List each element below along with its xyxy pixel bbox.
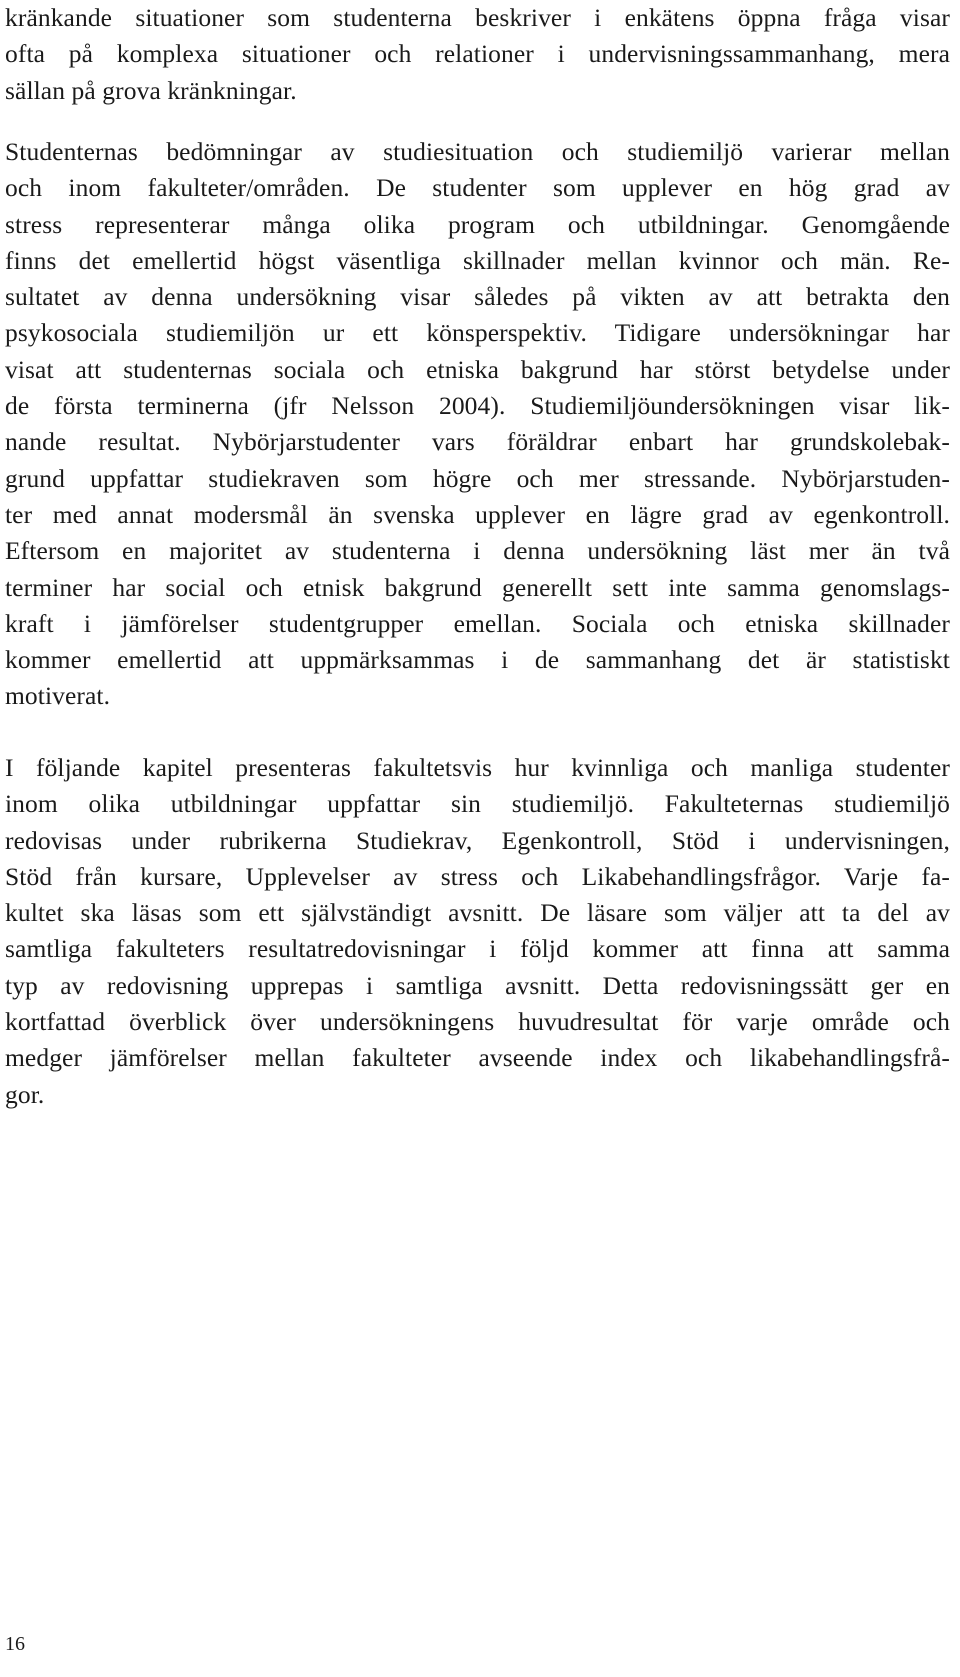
text-line: sällan på grova kränkningar. [5,75,297,105]
paragraph-2 [5,134,950,715]
text-line: ofta på komplexa situationer och relationer i undervisningssammanhang, mera [5,39,950,69]
text-line: kultet ska läsas som ett självständigt avsnitt. De läsare som väljer att ta del av [5,898,950,928]
text-line: Eftersom en majoritet av studenterna i denna undersökning läst mer än två [5,536,950,566]
text-line: psykosociala studiemiljön ur ett könsperspektiv. Tidigare undersökningar har [5,318,950,348]
paragraph-3 [5,750,950,1113]
text-line: terminer har social och etnisk bakgrund generellt sett inte samma genomslags- [5,572,950,602]
text-line: samtliga fakulteters resultatredovisningar i följd kommer att finna att samma [5,934,950,964]
text-line: grund uppfattar studiekraven som högre och mer stressande. Nybörjarstuden- [5,463,950,493]
page-number: 16 [5,1633,25,1655]
text-line: redovisas under rubrikerna Studiekrav, Egenkontroll, Stöd i undervisningen, [5,825,950,855]
text-line: finns det emellertid högst väsentliga skillnader mellan kvinnor och män. Re- [5,245,950,275]
text-line: kommer emellertid att uppmärksammas i de sammanhang det är statistiskt [5,645,950,675]
text-line: typ av redovisning upprepas i samtliga avsnitt. Detta redovisningssätt ger en [5,970,950,1000]
paragraph-1 [5,0,950,109]
text-line: sultatet av denna undersökning visar således på vikten av att betrakta den [5,282,950,312]
text-line: motiverat. [5,681,111,711]
text-line: visat att studenternas sociala och etniska bakgrund har störst betydelse under [5,354,950,384]
text-line: inom olika utbildningar uppfattar sin studiemiljö. Fakulteternas studiemiljö [5,789,950,819]
text-line: medger jämförelser mellan fakulteter avseende index och likabehandlingsfrå- [5,1043,950,1073]
text-line: Stöd från kursare, Upplevelser av stress och Likabehandlingsfrågor. Varje fa- [5,861,950,891]
text-line: kraft i jämförelser studentgrupper emellan. Sociala och etniska skillnader [5,608,950,638]
text-line: kortfattad överblick över undersökningens huvudresultat för varje område och [5,1007,950,1037]
text-line: I följande kapitel presenteras fakultetsvis hur kvinnliga och manliga studenter [5,753,950,782]
text-line: de första terminerna (jfr Nelsson 2004). Studiemiljöundersökningen visar lik- [5,391,950,421]
text-line: och inom fakulteter/områden. De studenter som upplever en hög grad av [5,173,950,203]
text-line: ter med annat modersmål än svenska upplever en lägre grad av egenkontroll. [5,499,950,529]
text-line: gor. [5,1079,45,1109]
text-line: stress representerar många olika program och utbildningar. Genomgående [5,209,950,239]
text-line: nande resultat. Nybörjarstudenter vars föräldrar enbart har grundskolebak- [5,427,950,457]
text-line: kränkande situationer som studenterna beskriver i enkätens öppna fråga visar [5,3,950,32]
text-line: Studenternas bedömningar av studiesituation och studiemiljö varierar mellan [5,137,950,166]
